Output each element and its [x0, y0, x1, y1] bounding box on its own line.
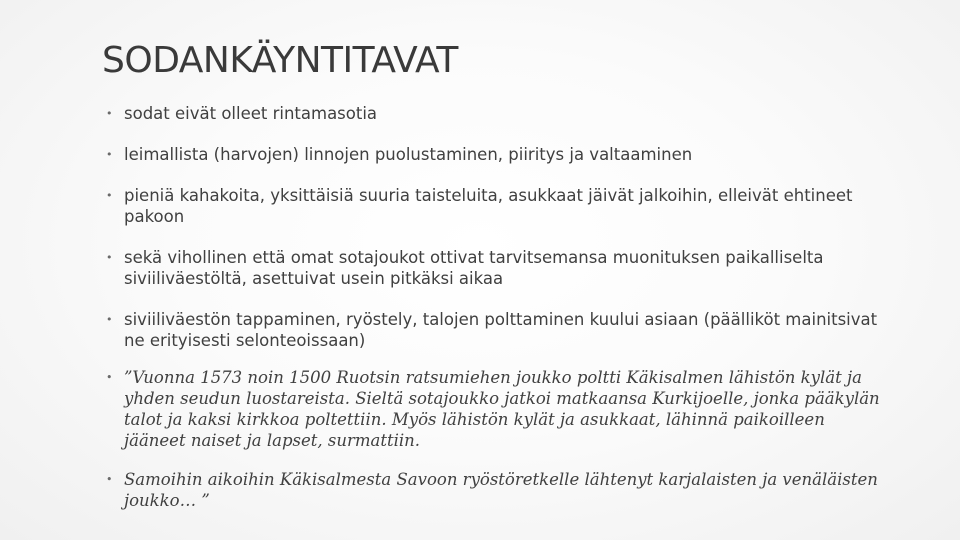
- bullet-dot-icon: •: [106, 189, 113, 202]
- bullet-dot-icon: •: [106, 313, 113, 326]
- bullet-dot-icon: •: [106, 251, 113, 264]
- slide-title: SODANKÄYNTITAVAT: [102, 40, 458, 81]
- quote-bullet-item: [106, 469, 886, 511]
- bullet-list: [106, 103, 886, 511]
- bullet-dot-icon: •: [106, 371, 113, 384]
- quote-text: ”Vuonna 1573 noin 1500 Ruotsin ratsumiehen joukko poltti Käkisalmen lähistön kylät ja yhden seudun luostareista. Sieltä sotajoukko jatkoi matkaansa Kurkijoelle, jonka pääkylän talot ja kaksi kirkkoa poltettiin. Myös lähistön kylät ja asukkaat, lähinnä paikoilleen jääneet naiset ja lapset, surmattiin.: [124, 368, 880, 450]
- bullet-item: [106, 309, 886, 351]
- bullet-item: [106, 185, 886, 227]
- quote-bullet-item: [106, 367, 886, 451]
- bullet-item: [106, 103, 886, 124]
- bullet-item: [106, 247, 886, 289]
- bullet-dot-icon: •: [106, 473, 113, 486]
- quote-text: Samoihin aikoihin Käkisalmesta Savoon ryöstöretkelle lähtenyt karjalaisten ja venäläisten joukko… ”: [124, 470, 878, 510]
- bullet-text: sodat eivät olleet rintamasotia: [124, 104, 378, 123]
- bullet-text: sekä vihollinen että omat sotajoukot ottivat tarvitsemansa muonituksen paikalliselta siviiliväestöltä, asettuivat usein pitkäksi aikaa: [124, 248, 824, 288]
- bullet-text: siviiliväestön tappaminen, ryöstely, talojen polttaminen kuului asiaan (päälliköt mainitsivat ne erityisesti selonteoissaan): [124, 310, 878, 350]
- bullet-text: pieniä kahakoita, yksittäisiä suuria taisteluita, asukkaat jäivät jalkoihin, elleivät ehtineet pakoon: [124, 186, 853, 226]
- bullet-text: leimallista (harvojen) linnojen puolustaminen, piiritys ja valtaaminen: [124, 145, 693, 164]
- bullet-dot-icon: •: [106, 107, 113, 120]
- bullet-item: [106, 144, 886, 165]
- bullet-dot-icon: •: [106, 148, 113, 161]
